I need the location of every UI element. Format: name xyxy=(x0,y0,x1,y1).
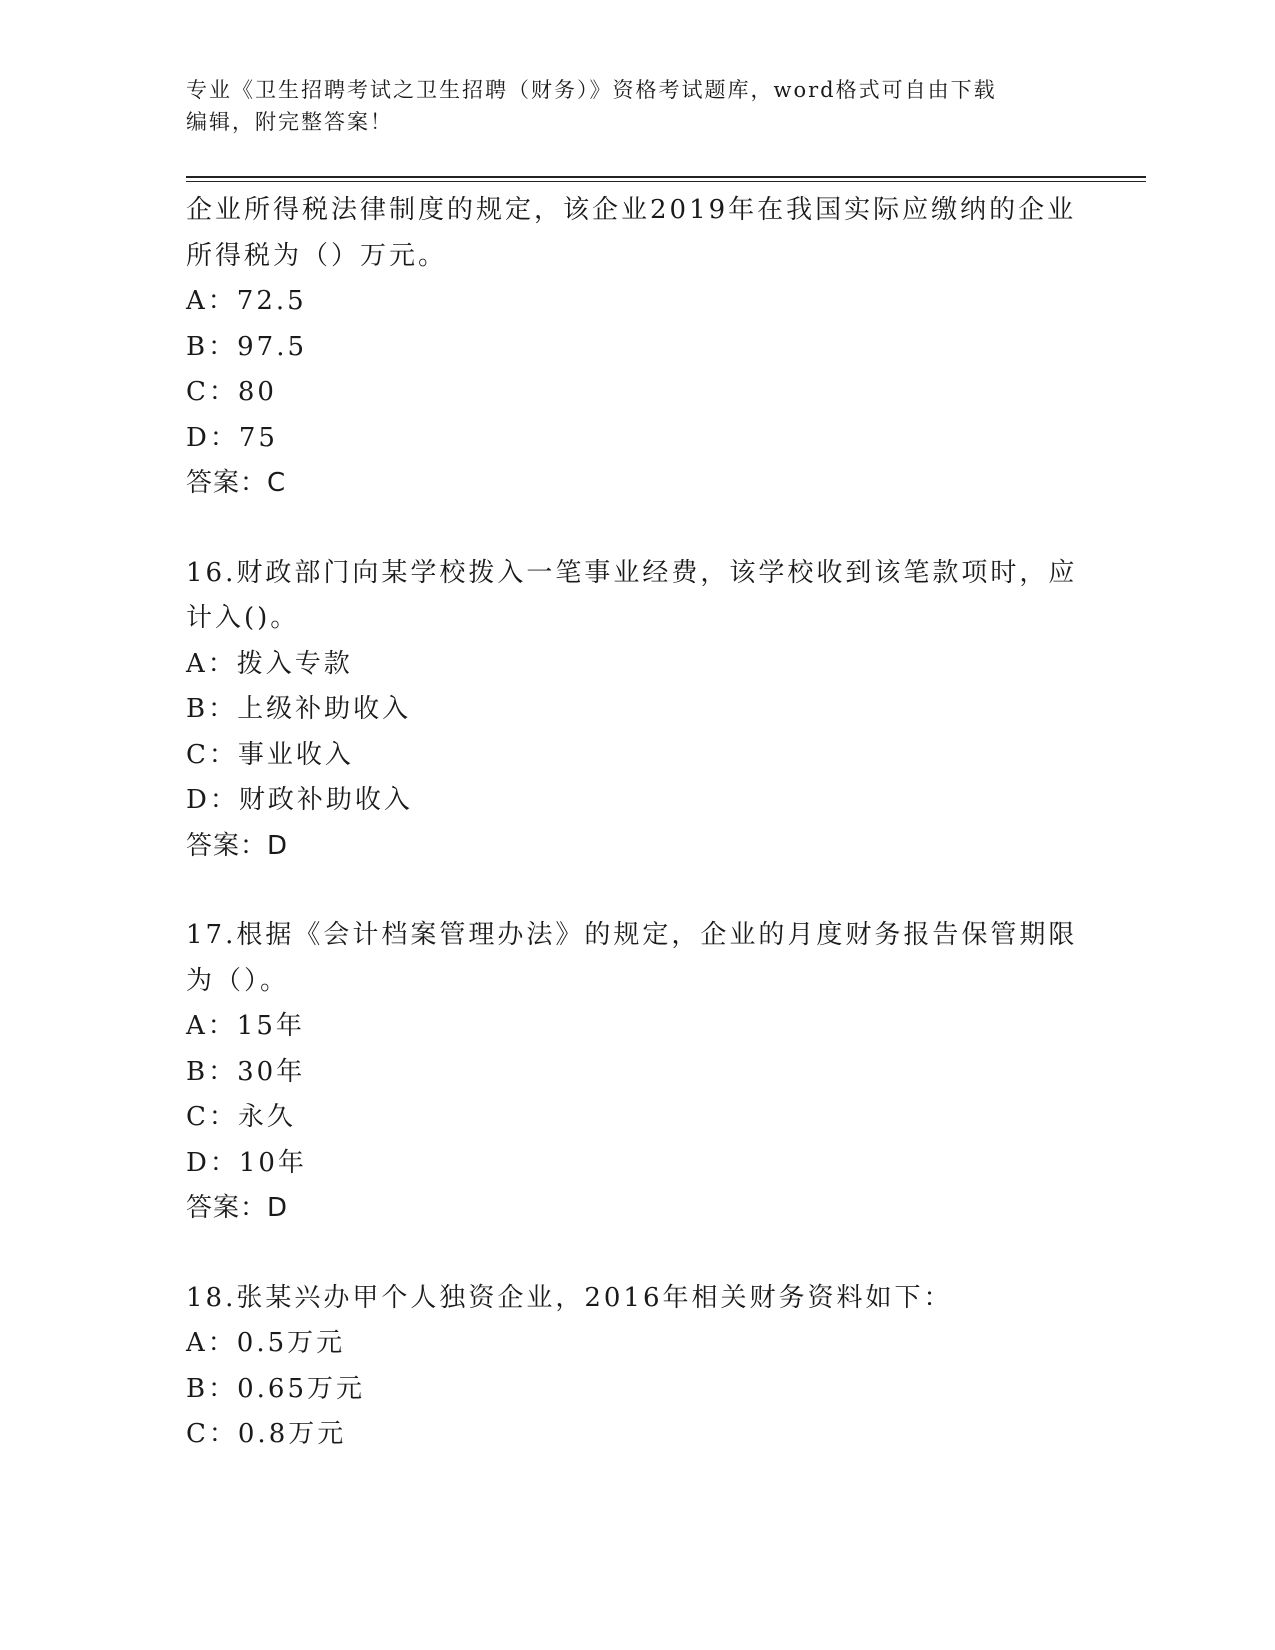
header-line-2: 编辑，附完整答案！ xyxy=(186,110,393,134)
question-stem-line: 所得税为（）万元。 xyxy=(186,240,448,271)
question-18 xyxy=(186,1276,1086,1458)
question-16 xyxy=(186,551,1086,870)
question-list xyxy=(186,188,1086,1458)
question-stem-line: 17.根据《会计档案管理办法》的规定，企业的月度财务报告保管期限 xyxy=(186,920,1078,950)
header-divider-thin xyxy=(186,181,1146,182)
option-a: A：拨入专款 xyxy=(186,648,353,679)
option-d: D：75 xyxy=(186,422,278,453)
option-b: B：30年 xyxy=(186,1056,306,1087)
question-stem-line: 18.张某兴办甲个人独资企业，2016年相关财务资料如下： xyxy=(186,1282,953,1313)
option-c: C：事业收入 xyxy=(186,739,354,770)
question-17 xyxy=(186,913,1086,1232)
question-stem-line: 16.财政部门向某学校拨入一笔事业经费，该学校收到该笔款项时，应 xyxy=(186,557,1078,588)
question-stem-line: 企业所得税法律制度的规定，该企业2019年在我国实际应缴纳的企业 xyxy=(186,195,1077,225)
option-b: B：上级补助收入 xyxy=(186,694,412,724)
answer-line: 答案：D xyxy=(186,1193,289,1223)
option-c: C：0.8万元 xyxy=(186,1419,347,1449)
question-stem-line: 计入()。 xyxy=(186,603,300,633)
document-header xyxy=(186,74,1066,138)
option-c: C：永久 xyxy=(186,1102,296,1132)
option-c: C：80 xyxy=(186,377,277,407)
header-divider-thick xyxy=(186,176,1146,178)
question-stem-line: 为（）。 xyxy=(186,965,290,996)
option-d: D：10年 xyxy=(186,1147,307,1178)
answer-line: 答案：C xyxy=(186,468,287,498)
header-line-1: 专业《卫生招聘考试之卫生招聘（财务）》资格考试题库，word格式可自由下载 xyxy=(186,78,997,102)
option-a: A：72.5 xyxy=(186,286,307,316)
question-15 xyxy=(186,188,1086,507)
option-a: A：0.5万元 xyxy=(186,1328,346,1358)
option-b: B：97.5 xyxy=(186,331,307,362)
option-d: D：财政补助收入 xyxy=(186,785,413,815)
option-a: A：15年 xyxy=(186,1011,305,1041)
option-b: B：0.65万元 xyxy=(186,1373,365,1404)
answer-line: 答案：D xyxy=(186,830,289,861)
